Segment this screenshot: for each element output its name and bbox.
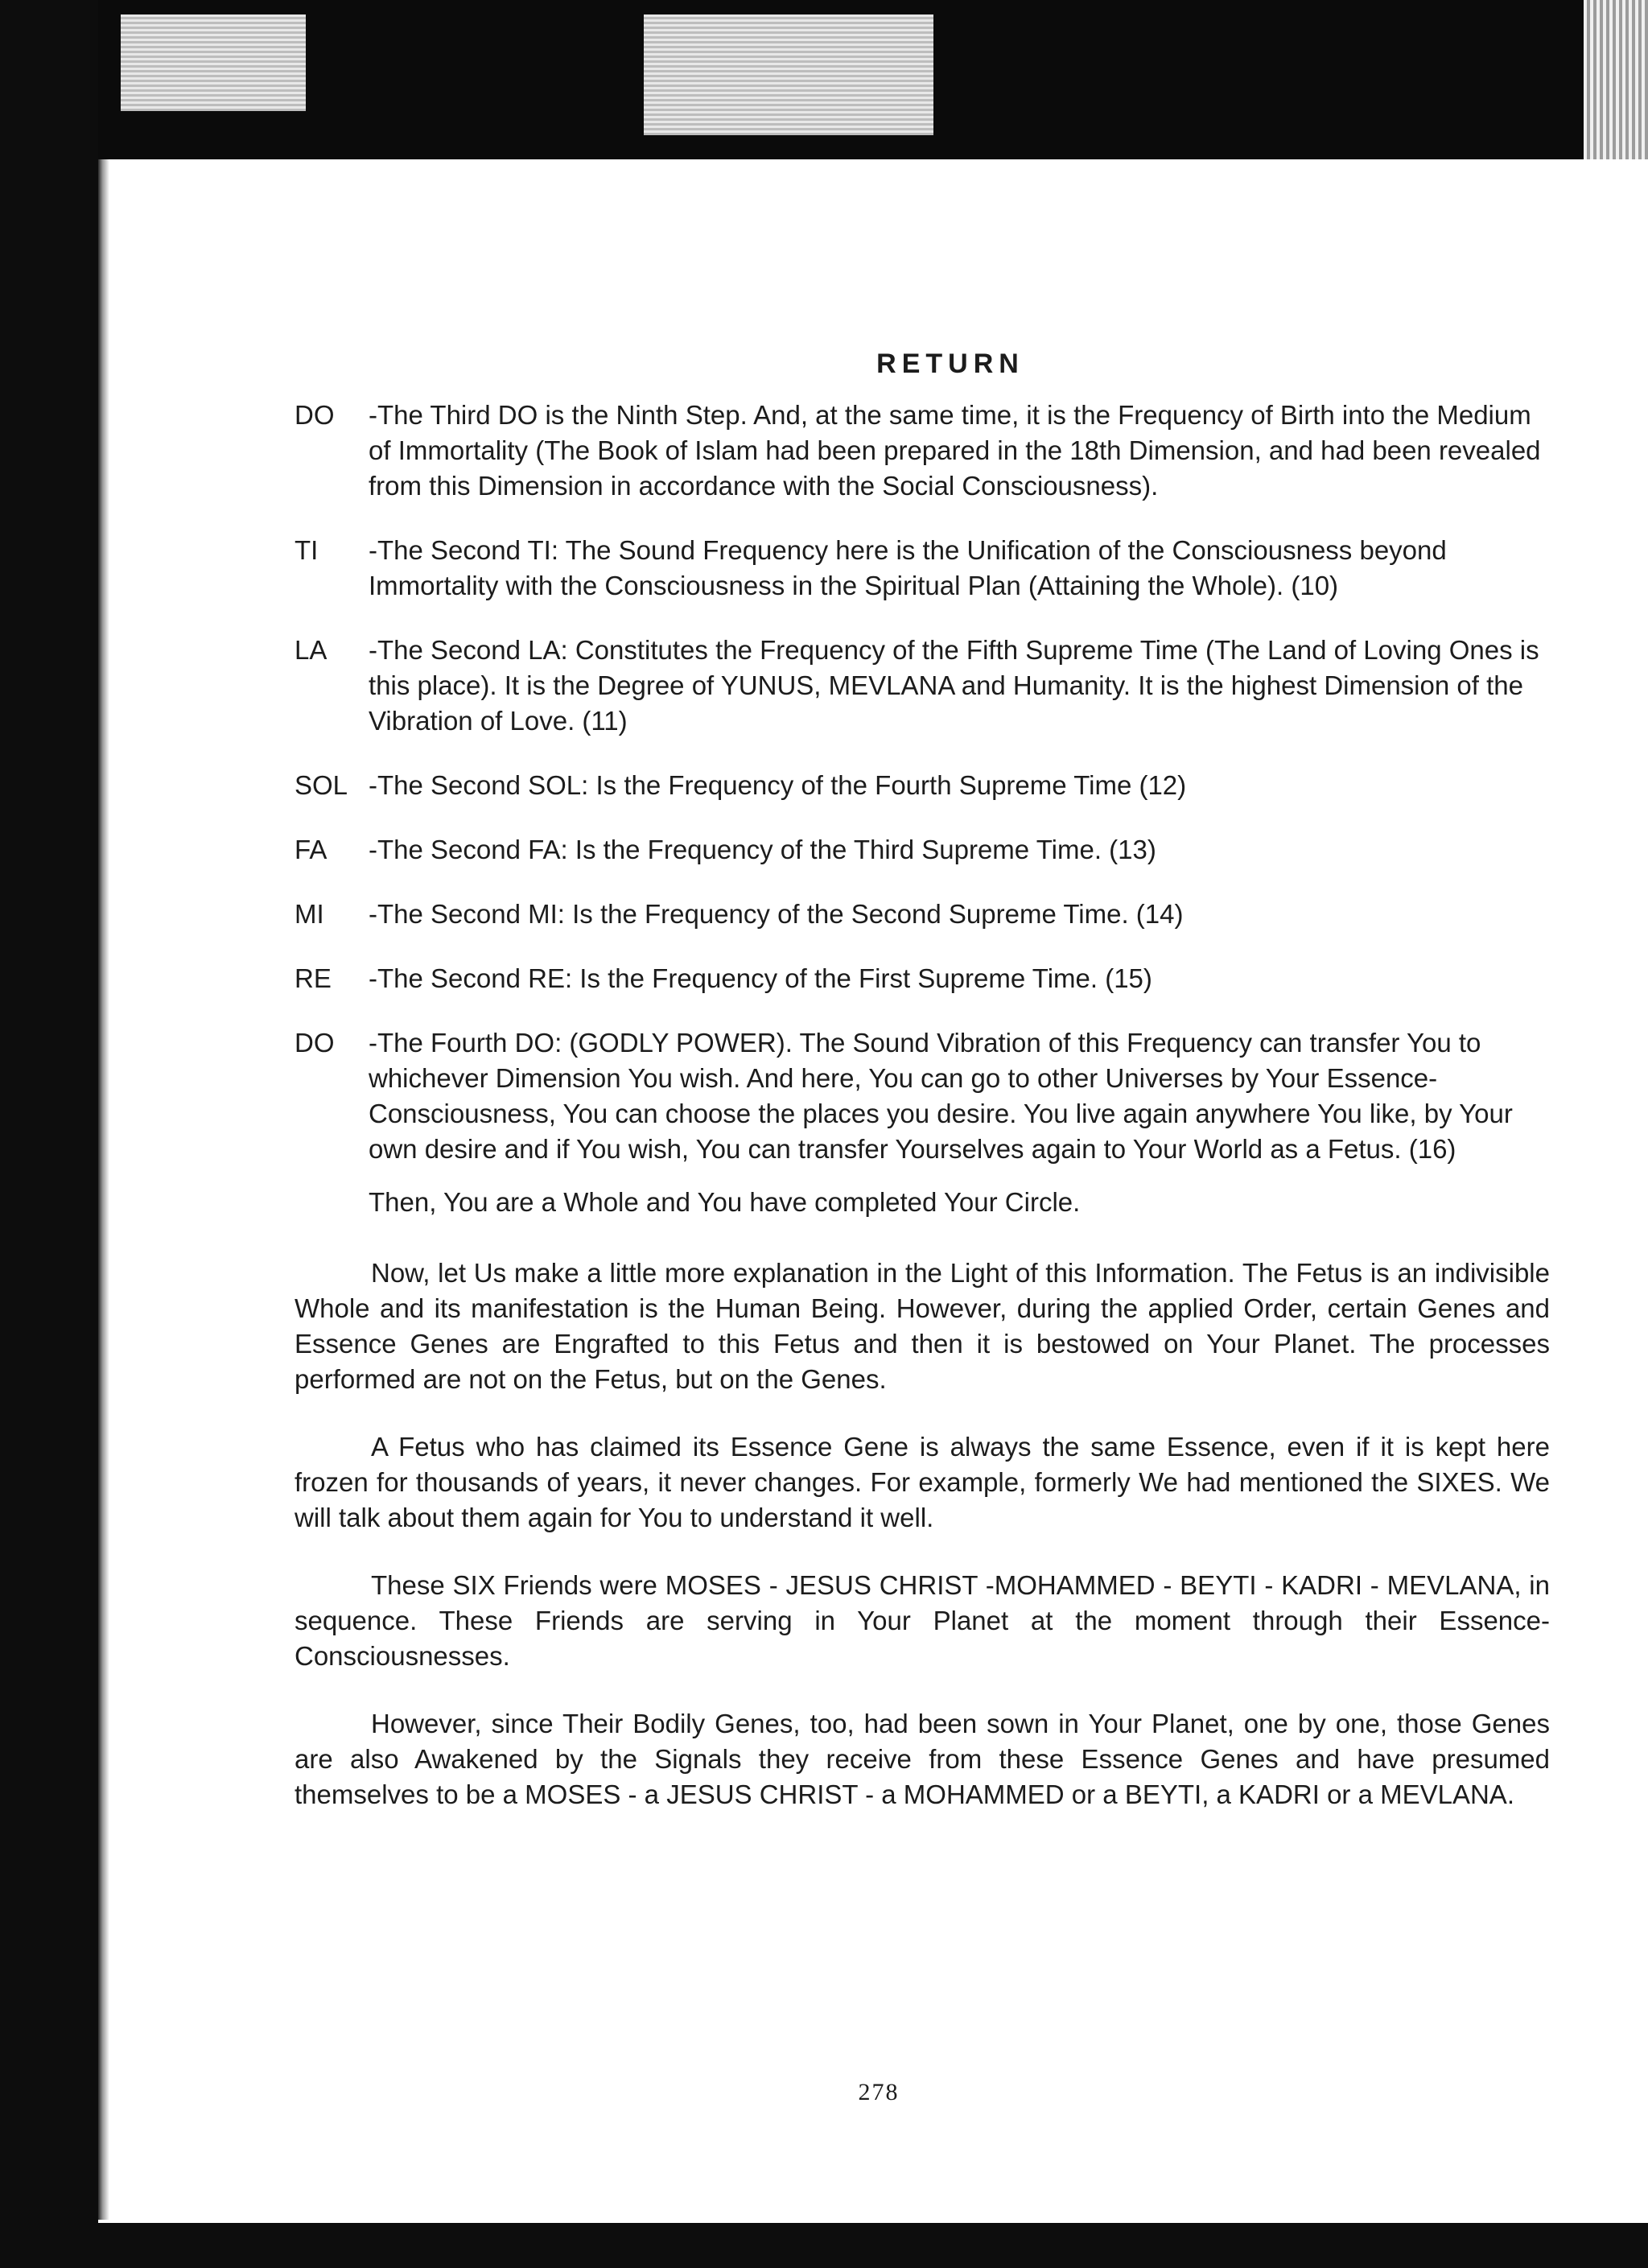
note-description: -The Fourth DO: (GODLY POWER). The Sound Vibration of this Frequency can transfer You to whichever Dimension You wish. And here, You can go to other Universes by Your Essence-Consciousness, You can choose the places you desire. You live again anywhere You like, by Your own desire and if You wish, You can transfer Yourselves again to Your World as a Fetus. (16)	[369, 1028, 1513, 1164]
note-description: -The Third DO is the Ninth Step. And, at the same time, it is the Frequency of Birth into the Medium of Immortality (The Book of Islam had been prepared in the 18th Dimension, and had been revealed from this Dimension in accordance with the Social Consciousness).	[369, 400, 1541, 501]
note-description: -The Second FA: Is the Frequency of the Third Supreme Time. (13)	[369, 835, 1156, 864]
scan-artifact	[121, 14, 306, 111]
body-paragraph: Now, let Us make a little more explanation in the Light of this Information. The Fetus is an indivisible Whole and its manifestation is the Human Being. However, during the applied Order, certain Genes and Essence Genes are Engrafted to this Fetus and then it is bestowed on Your Planet. The processes performed are not on the Fetus, but on the Genes.	[295, 1258, 1550, 1394]
note-name: RE	[295, 963, 332, 993]
note-description: -The Second SOL: Is the Frequency of the Fourth Supreme Time (12)	[369, 770, 1187, 800]
note-entry-do-third	[295, 398, 1550, 504]
scan-top-border	[0, 0, 1648, 159]
body-paragraph: However, since Their Bodily Genes, too, had been sown in Your Planet, one by one, those Genes are also Awakened by the Signals they receive from these Essence Genes and have presumed themselves to be a MOSES - a JESUS CHRIST - a MOHAMMED or a BEYTI, a KADRI or a MEVLANA.	[295, 1709, 1550, 1809]
scan-left-edge	[98, 159, 109, 2220]
note-entry-la-second	[295, 633, 1550, 739]
note-name: TI	[295, 535, 319, 565]
note-name: SOL	[295, 770, 348, 800]
note-description: -The Second TI: The Sound Frequency here is the Unification of the Consciousness beyond Immortality with the Consciousness in the Spiritual Plan (Attaining the Whole). (10)	[369, 535, 1447, 600]
scan-artifact	[644, 14, 933, 135]
note-entry-sol-second	[295, 768, 1550, 803]
note-name: MI	[295, 899, 324, 929]
note-entry-do-fourth	[295, 1025, 1550, 1167]
page-number: 278	[858, 2079, 900, 2105]
note-description: -The Second RE: Is the Frequency of the First Supreme Time. (15)	[369, 963, 1152, 993]
note-name: LA	[295, 635, 328, 665]
note-entry-re-second	[295, 961, 1550, 996]
page-title: RETURN	[876, 348, 1024, 379]
body-paragraph: These SIX Friends were MOSES - JESUS CHRIST -MOHAMMED - BEYTI - KADRI - MEVLANA, in sequence. These Friends are serving in Your Planet at the moment through their Essence-Consciousnesses.	[295, 1570, 1550, 1671]
body-paragraph: A Fetus who has claimed its Essence Gene is always the same Essence, even if it is kept here frozen for thousands of years, it never changes. For example, formerly We had mentioned the SIXES. We will talk about them again for You to understand it well.	[295, 1432, 1550, 1532]
note-name: FA	[295, 835, 328, 864]
note-entry-ti-second	[295, 533, 1550, 604]
note-name: DO	[295, 400, 335, 430]
closing-line: Then, You are a Whole and You have completed Your Circle.	[369, 1187, 1081, 1217]
book-page	[109, 159, 1648, 2223]
scan-left-border	[0, 0, 98, 2268]
note-entry-mi-second	[295, 897, 1550, 932]
note-description: -The Second LA: Constitutes the Frequency of the Fifth Supreme Time (The Land of Loving Ones is this place). It is the Degree of YUNUS, MEVLANA and Humanity. It is the highest Dimension of the Vibration of Love. (11)	[369, 635, 1539, 736]
note-description: -The Second MI: Is the Frequency of the Second Supreme Time. (14)	[369, 899, 1184, 929]
scan-artifact	[1584, 0, 1648, 159]
scan-bottom-border	[0, 2223, 1648, 2268]
note-name: DO	[295, 1028, 335, 1058]
note-entry-fa-second	[295, 832, 1550, 868]
page-content	[295, 346, 1550, 1845]
